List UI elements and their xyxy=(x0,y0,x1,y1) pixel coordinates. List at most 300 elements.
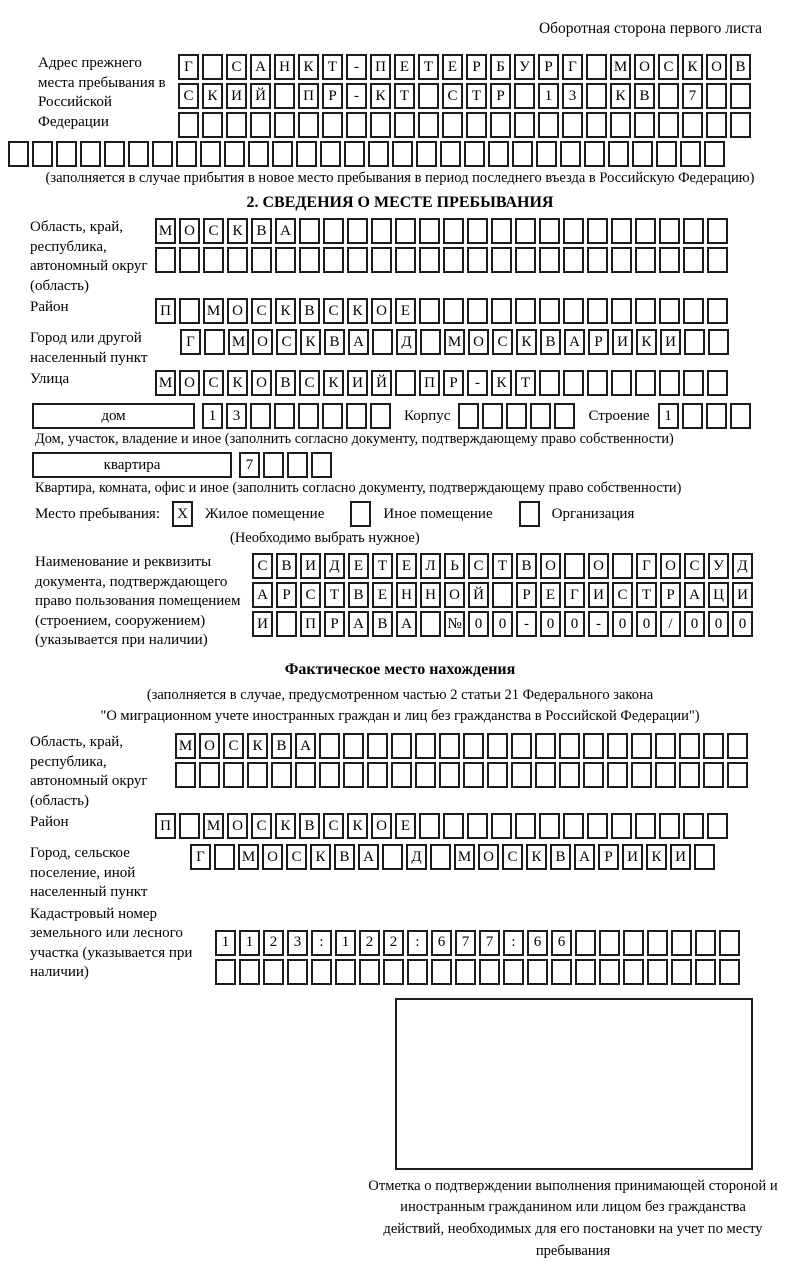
char-box[interactable] xyxy=(420,611,441,637)
char-box[interactable] xyxy=(536,141,557,167)
char-box[interactable]: Е xyxy=(394,54,415,80)
char-box[interactable]: - xyxy=(346,54,367,80)
char-box[interactable] xyxy=(419,298,440,324)
char-box[interactable]: Г xyxy=(562,54,583,80)
char-box[interactable]: С xyxy=(226,54,247,80)
char-box[interactable] xyxy=(439,762,460,788)
char-box[interactable] xyxy=(298,403,319,429)
char-box[interactable] xyxy=(539,218,560,244)
char-box[interactable]: И xyxy=(612,329,633,355)
char-box[interactable]: И xyxy=(252,611,273,637)
char-box[interactable] xyxy=(530,403,551,429)
char-box[interactable]: А xyxy=(396,611,417,637)
char-box[interactable] xyxy=(599,930,620,956)
char-box[interactable]: П xyxy=(419,370,440,396)
char-box[interactable]: К xyxy=(491,370,512,396)
char-box[interactable]: Е xyxy=(395,298,416,324)
char-box[interactable]: К xyxy=(275,813,296,839)
char-box[interactable]: В xyxy=(275,370,296,396)
char-box[interactable] xyxy=(202,54,223,80)
char-box[interactable] xyxy=(346,112,367,138)
char-box[interactable] xyxy=(271,762,292,788)
char-box[interactable] xyxy=(263,452,284,478)
char-box[interactable]: Г xyxy=(636,553,657,579)
char-box[interactable] xyxy=(371,247,392,273)
char-box[interactable] xyxy=(563,218,584,244)
char-box[interactable]: Р xyxy=(490,83,511,109)
char-box[interactable] xyxy=(482,403,503,429)
char-box[interactable] xyxy=(440,141,461,167)
char-box[interactable]: Т xyxy=(324,582,345,608)
char-box[interactable] xyxy=(455,959,476,985)
char-box[interactable] xyxy=(694,844,715,870)
char-box[interactable] xyxy=(623,959,644,985)
char-box[interactable]: 0 xyxy=(492,611,513,637)
char-box[interactable]: В xyxy=(299,813,320,839)
char-box[interactable] xyxy=(322,403,343,429)
char-box[interactable] xyxy=(647,930,668,956)
char-box[interactable] xyxy=(311,959,332,985)
char-box[interactable] xyxy=(80,141,101,167)
char-box[interactable]: О xyxy=(468,329,489,355)
char-box[interactable] xyxy=(564,553,585,579)
char-box[interactable]: М xyxy=(175,733,196,759)
char-box[interactable]: Л xyxy=(420,553,441,579)
char-box[interactable]: 0 xyxy=(468,611,489,637)
char-box[interactable]: А xyxy=(358,844,379,870)
char-box[interactable]: Е xyxy=(540,582,561,608)
char-box[interactable] xyxy=(287,452,308,478)
char-box[interactable] xyxy=(655,762,676,788)
char-box[interactable]: И xyxy=(670,844,691,870)
char-box[interactable]: А xyxy=(250,54,271,80)
char-box[interactable]: С xyxy=(492,329,513,355)
char-box[interactable]: К xyxy=(610,83,631,109)
char-box[interactable] xyxy=(719,930,740,956)
char-box[interactable] xyxy=(631,733,652,759)
char-box[interactable]: У xyxy=(708,553,729,579)
char-box[interactable]: И xyxy=(300,553,321,579)
char-box[interactable] xyxy=(539,298,560,324)
char-box[interactable] xyxy=(587,298,608,324)
char-box[interactable]: В xyxy=(251,218,272,244)
char-box[interactable] xyxy=(179,298,200,324)
char-box[interactable]: М xyxy=(238,844,259,870)
char-box[interactable]: Т xyxy=(394,83,415,109)
char-box[interactable] xyxy=(586,112,607,138)
char-box[interactable]: 0 xyxy=(684,611,705,637)
char-box[interactable]: Й xyxy=(468,582,489,608)
char-box[interactable]: О xyxy=(227,813,248,839)
char-box[interactable] xyxy=(176,141,197,167)
char-box[interactable] xyxy=(706,83,727,109)
char-box[interactable] xyxy=(458,403,479,429)
char-box[interactable]: П xyxy=(155,298,176,324)
char-box[interactable]: К xyxy=(202,83,223,109)
char-box[interactable] xyxy=(311,452,332,478)
char-box[interactable]: А xyxy=(348,611,369,637)
char-box[interactable]: Е xyxy=(348,553,369,579)
char-box[interactable]: 1 xyxy=(658,403,679,429)
char-box[interactable]: К xyxy=(227,370,248,396)
char-box[interactable] xyxy=(274,112,295,138)
char-box[interactable] xyxy=(539,370,560,396)
char-box[interactable] xyxy=(415,733,436,759)
char-box[interactable]: Р xyxy=(443,370,464,396)
char-box[interactable]: - xyxy=(588,611,609,637)
char-box[interactable]: И xyxy=(226,83,247,109)
char-box[interactable]: Т xyxy=(492,553,513,579)
char-box[interactable] xyxy=(515,298,536,324)
char-box[interactable] xyxy=(562,112,583,138)
char-box[interactable]: С xyxy=(286,844,307,870)
char-box[interactable]: О xyxy=(706,54,727,80)
char-box[interactable]: С xyxy=(502,844,523,870)
char-box[interactable] xyxy=(539,247,560,273)
char-box[interactable] xyxy=(704,141,725,167)
char-box[interactable] xyxy=(683,370,704,396)
char-box[interactable] xyxy=(368,141,389,167)
char-box[interactable]: С xyxy=(612,582,633,608)
char-box[interactable]: К xyxy=(300,329,321,355)
char-box[interactable]: Д xyxy=(324,553,345,579)
char-box[interactable] xyxy=(104,141,125,167)
char-box[interactable] xyxy=(382,844,403,870)
char-box[interactable] xyxy=(539,813,560,839)
char-box[interactable] xyxy=(464,141,485,167)
char-box[interactable]: С xyxy=(251,298,272,324)
char-box[interactable] xyxy=(463,733,484,759)
char-box[interactable]: С xyxy=(251,813,272,839)
char-box[interactable] xyxy=(707,813,728,839)
char-box[interactable]: О xyxy=(660,553,681,579)
char-box[interactable] xyxy=(730,112,751,138)
char-box[interactable] xyxy=(322,112,343,138)
char-box[interactable]: О xyxy=(251,370,272,396)
char-box[interactable] xyxy=(420,329,441,355)
char-box[interactable] xyxy=(730,83,751,109)
char-box[interactable]: О xyxy=(634,54,655,80)
char-box[interactable] xyxy=(632,141,653,167)
char-box[interactable]: П xyxy=(298,83,319,109)
char-box[interactable] xyxy=(344,141,365,167)
char-box[interactable] xyxy=(730,403,751,429)
char-box[interactable]: 6 xyxy=(551,930,572,956)
char-box[interactable]: Й xyxy=(371,370,392,396)
char-box[interactable] xyxy=(611,298,632,324)
char-box[interactable] xyxy=(395,218,416,244)
char-box[interactable] xyxy=(583,762,604,788)
char-box[interactable]: 0 xyxy=(564,611,585,637)
char-box[interactable]: О xyxy=(478,844,499,870)
char-box[interactable]: А xyxy=(252,582,273,608)
char-box[interactable] xyxy=(487,733,508,759)
char-box[interactable] xyxy=(416,141,437,167)
char-box[interactable] xyxy=(203,247,224,273)
char-box[interactable] xyxy=(443,247,464,273)
char-box[interactable] xyxy=(370,112,391,138)
char-box[interactable]: А xyxy=(348,329,369,355)
char-box[interactable]: Р xyxy=(588,329,609,355)
char-box[interactable] xyxy=(419,247,440,273)
char-box[interactable]: 1 xyxy=(538,83,559,109)
char-box[interactable]: Р xyxy=(324,611,345,637)
char-box[interactable]: Г xyxy=(180,329,201,355)
char-box[interactable] xyxy=(658,112,679,138)
char-box[interactable]: 2 xyxy=(263,930,284,956)
char-box[interactable] xyxy=(487,762,508,788)
char-box[interactable]: В xyxy=(540,329,561,355)
char-box[interactable]: В xyxy=(276,553,297,579)
char-box[interactable] xyxy=(535,762,556,788)
char-box[interactable] xyxy=(707,247,728,273)
char-box[interactable] xyxy=(430,844,451,870)
char-box[interactable]: К xyxy=(323,370,344,396)
char-box[interactable] xyxy=(204,329,225,355)
char-box[interactable] xyxy=(202,112,223,138)
char-box[interactable] xyxy=(659,298,680,324)
char-box[interactable]: М xyxy=(610,54,631,80)
char-box[interactable] xyxy=(407,959,428,985)
apartment-type-box[interactable]: квартира xyxy=(32,452,232,478)
char-box[interactable] xyxy=(683,218,704,244)
char-box[interactable] xyxy=(392,141,413,167)
char-box[interactable]: 1 xyxy=(215,930,236,956)
char-box[interactable] xyxy=(503,959,524,985)
char-box[interactable]: С xyxy=(299,370,320,396)
char-box[interactable]: Т xyxy=(322,54,343,80)
char-box[interactable]: А xyxy=(574,844,595,870)
char-box[interactable] xyxy=(319,733,340,759)
char-box[interactable] xyxy=(708,329,729,355)
char-box[interactable] xyxy=(611,218,632,244)
char-box[interactable] xyxy=(443,813,464,839)
char-box[interactable] xyxy=(682,403,703,429)
char-box[interactable]: А xyxy=(564,329,585,355)
char-box[interactable] xyxy=(607,733,628,759)
char-box[interactable]: 7 xyxy=(479,930,500,956)
char-box[interactable]: О xyxy=(179,218,200,244)
char-box[interactable]: Г xyxy=(190,844,211,870)
char-box[interactable] xyxy=(415,762,436,788)
char-box[interactable] xyxy=(298,112,319,138)
char-box[interactable] xyxy=(391,762,412,788)
char-box[interactable]: В xyxy=(550,844,571,870)
char-box[interactable] xyxy=(367,762,388,788)
char-box[interactable] xyxy=(611,247,632,273)
char-box[interactable]: А xyxy=(295,733,316,759)
char-box[interactable] xyxy=(226,112,247,138)
char-box[interactable]: Р xyxy=(276,582,297,608)
char-box[interactable] xyxy=(299,218,320,244)
char-box[interactable] xyxy=(439,733,460,759)
char-box[interactable]: И xyxy=(660,329,681,355)
char-box[interactable] xyxy=(584,141,605,167)
char-box[interactable]: К xyxy=(682,54,703,80)
char-box[interactable] xyxy=(611,370,632,396)
char-box[interactable]: О xyxy=(262,844,283,870)
char-box[interactable]: - xyxy=(467,370,488,396)
char-box[interactable] xyxy=(587,247,608,273)
char-box[interactable] xyxy=(227,247,248,273)
char-box[interactable] xyxy=(682,112,703,138)
char-box[interactable]: П xyxy=(300,611,321,637)
char-box[interactable] xyxy=(695,959,716,985)
char-box[interactable] xyxy=(323,218,344,244)
char-box[interactable]: И xyxy=(622,844,643,870)
char-box[interactable] xyxy=(274,83,295,109)
char-box[interactable]: М xyxy=(203,813,224,839)
char-box[interactable]: Д xyxy=(732,553,753,579)
char-box[interactable]: М xyxy=(454,844,475,870)
char-box[interactable] xyxy=(610,112,631,138)
char-box[interactable] xyxy=(371,218,392,244)
char-box[interactable]: 0 xyxy=(708,611,729,637)
char-box[interactable]: В xyxy=(730,54,751,80)
char-box[interactable]: С xyxy=(323,813,344,839)
char-box[interactable]: Г xyxy=(178,54,199,80)
char-box[interactable]: Р xyxy=(598,844,619,870)
char-box[interactable]: В xyxy=(324,329,345,355)
char-box[interactable]: У xyxy=(514,54,535,80)
char-box[interactable]: В xyxy=(271,733,292,759)
char-box[interactable]: Е xyxy=(396,553,417,579)
char-box[interactable]: К xyxy=(347,813,368,839)
char-box[interactable] xyxy=(575,930,596,956)
char-box[interactable] xyxy=(199,762,220,788)
char-box[interactable] xyxy=(635,370,656,396)
char-box[interactable] xyxy=(320,141,341,167)
char-box[interactable] xyxy=(659,370,680,396)
char-box[interactable] xyxy=(490,112,511,138)
char-box[interactable]: С xyxy=(276,329,297,355)
char-box[interactable]: Н xyxy=(274,54,295,80)
char-box[interactable] xyxy=(683,247,704,273)
char-box[interactable] xyxy=(359,959,380,985)
char-box[interactable] xyxy=(563,298,584,324)
char-box[interactable]: 2 xyxy=(383,930,404,956)
char-box[interactable]: В xyxy=(516,553,537,579)
char-box[interactable] xyxy=(479,959,500,985)
char-box[interactable] xyxy=(515,218,536,244)
char-box[interactable]: 1 xyxy=(202,403,223,429)
char-box[interactable] xyxy=(287,959,308,985)
char-box[interactable] xyxy=(634,112,655,138)
char-box[interactable]: Д xyxy=(406,844,427,870)
char-box[interactable] xyxy=(347,247,368,273)
char-box[interactable]: Т xyxy=(515,370,536,396)
char-box[interactable]: Д xyxy=(396,329,417,355)
char-box[interactable] xyxy=(248,141,269,167)
char-box[interactable]: : xyxy=(311,930,332,956)
char-box[interactable] xyxy=(703,733,724,759)
char-box[interactable] xyxy=(583,733,604,759)
char-box[interactable]: 0 xyxy=(732,611,753,637)
char-box[interactable] xyxy=(488,141,509,167)
char-box[interactable]: К xyxy=(370,83,391,109)
char-box[interactable]: О xyxy=(371,813,392,839)
char-box[interactable] xyxy=(215,959,236,985)
char-box[interactable]: Ь xyxy=(444,553,465,579)
char-box[interactable] xyxy=(299,247,320,273)
char-box[interactable] xyxy=(719,959,740,985)
char-box[interactable]: Н xyxy=(396,582,417,608)
char-box[interactable] xyxy=(554,403,575,429)
checkbox-organizatsiya[interactable] xyxy=(519,501,540,527)
char-box[interactable] xyxy=(684,329,705,355)
char-box[interactable] xyxy=(394,112,415,138)
char-box[interactable]: 0 xyxy=(540,611,561,637)
char-box[interactable] xyxy=(395,247,416,273)
char-box[interactable] xyxy=(295,762,316,788)
char-box[interactable]: П xyxy=(155,813,176,839)
char-box[interactable]: И xyxy=(347,370,368,396)
char-box[interactable]: К xyxy=(310,844,331,870)
char-box[interactable]: Т xyxy=(372,553,393,579)
char-box[interactable] xyxy=(647,959,668,985)
char-box[interactable]: Е xyxy=(372,582,393,608)
char-box[interactable] xyxy=(551,959,572,985)
char-box[interactable] xyxy=(527,959,548,985)
char-box[interactable]: С xyxy=(684,553,705,579)
char-box[interactable]: П xyxy=(370,54,391,80)
char-box[interactable] xyxy=(671,930,692,956)
char-box[interactable]: О xyxy=(252,329,273,355)
char-box[interactable]: К xyxy=(636,329,657,355)
char-box[interactable]: : xyxy=(407,930,428,956)
char-box[interactable] xyxy=(563,247,584,273)
char-box[interactable]: Б xyxy=(490,54,511,80)
char-box[interactable]: 1 xyxy=(239,930,260,956)
char-box[interactable] xyxy=(395,370,416,396)
char-box[interactable]: / xyxy=(660,611,681,637)
char-box[interactable]: О xyxy=(444,582,465,608)
char-box[interactable] xyxy=(631,762,652,788)
char-box[interactable] xyxy=(224,141,245,167)
char-box[interactable]: О xyxy=(179,370,200,396)
char-box[interactable]: С xyxy=(300,582,321,608)
char-box[interactable] xyxy=(419,813,440,839)
house-type-box[interactable]: дом xyxy=(32,403,195,429)
char-box[interactable]: О xyxy=(540,553,561,579)
char-box[interactable] xyxy=(178,112,199,138)
char-box[interactable] xyxy=(335,959,356,985)
char-box[interactable]: 6 xyxy=(431,930,452,956)
char-box[interactable] xyxy=(372,329,393,355)
char-box[interactable]: М xyxy=(228,329,249,355)
char-box[interactable] xyxy=(443,218,464,244)
char-box[interactable] xyxy=(611,813,632,839)
char-box[interactable] xyxy=(491,813,512,839)
char-box[interactable]: Е xyxy=(395,813,416,839)
char-box[interactable]: М xyxy=(155,218,176,244)
char-box[interactable]: 6 xyxy=(527,930,548,956)
char-box[interactable] xyxy=(538,112,559,138)
char-box[interactable]: 1 xyxy=(335,930,356,956)
char-box[interactable]: С xyxy=(178,83,199,109)
char-box[interactable] xyxy=(635,298,656,324)
char-box[interactable] xyxy=(323,247,344,273)
char-box[interactable]: Т xyxy=(636,582,657,608)
char-box[interactable] xyxy=(706,112,727,138)
char-box[interactable] xyxy=(659,247,680,273)
char-box[interactable] xyxy=(586,83,607,109)
char-box[interactable]: М xyxy=(203,298,224,324)
char-box[interactable]: М xyxy=(444,329,465,355)
char-box[interactable] xyxy=(587,218,608,244)
char-box[interactable]: К xyxy=(347,298,368,324)
char-box[interactable]: В xyxy=(372,611,393,637)
